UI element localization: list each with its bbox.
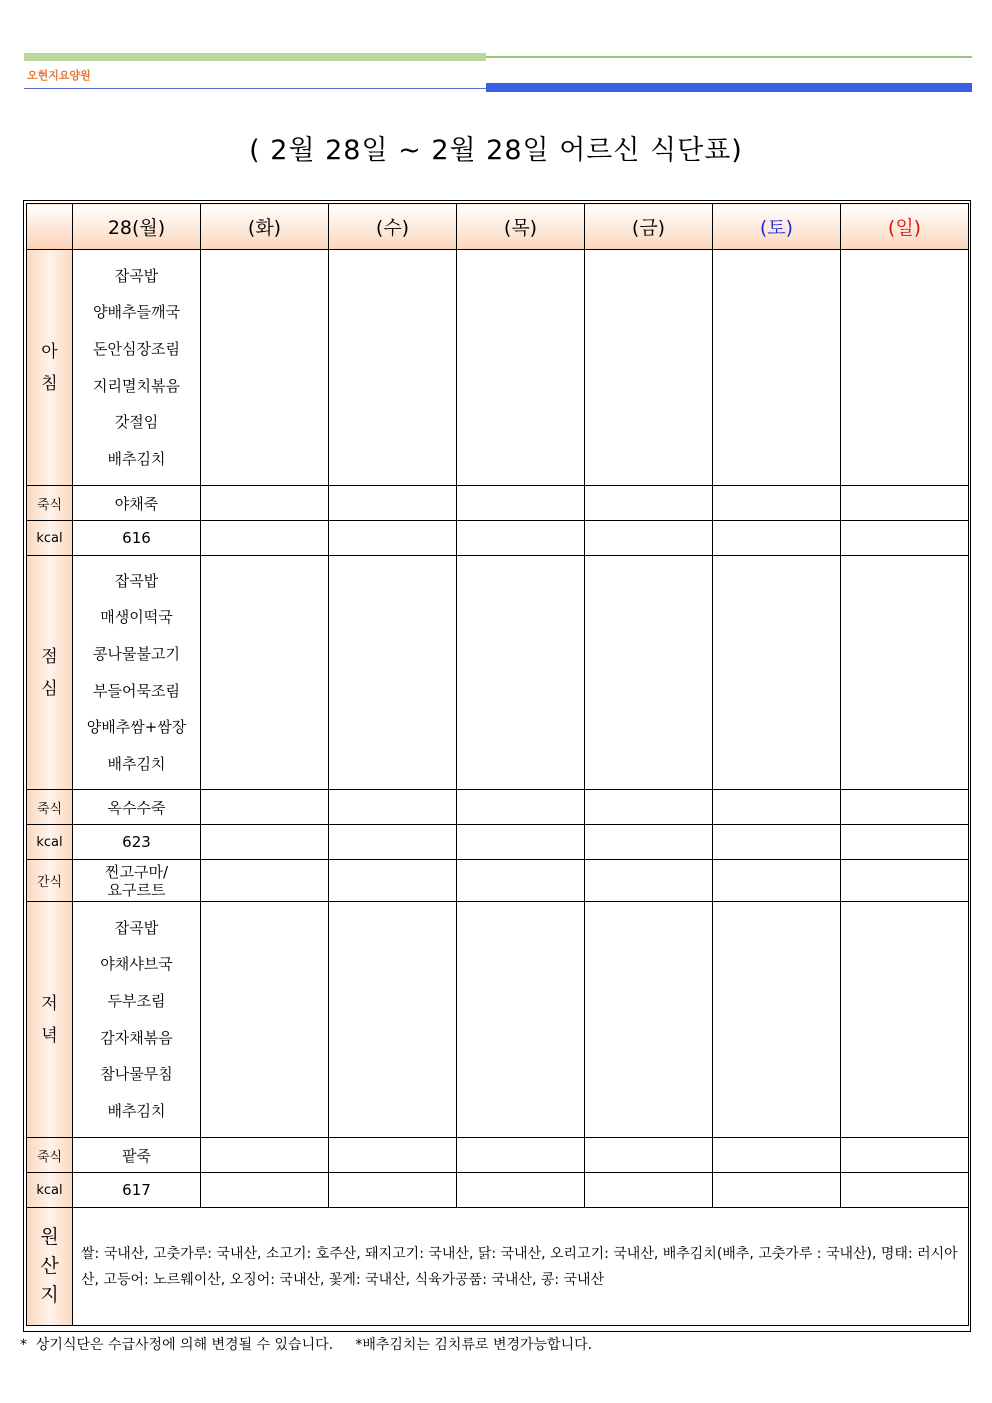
dinner-kcal-row: [27, 1173, 969, 1208]
logo-text: 오현지요양원: [27, 69, 91, 82]
empty-cell: [713, 790, 841, 825]
empty-cell: [841, 521, 969, 556]
breakfast-kcal: 616: [73, 521, 201, 556]
header-green-bar: [24, 53, 486, 61]
empty-cell: [585, 790, 713, 825]
empty-cell: [329, 1173, 457, 1208]
empty-cell: [457, 1138, 585, 1173]
empty-cell: [201, 1138, 329, 1173]
menu-item: 참나물무침: [100, 1065, 173, 1084]
menu-item: 배추김치: [107, 449, 166, 468]
empty-cell: [201, 521, 329, 556]
origin-text: 쌀: 국내산, 고춧가루: 국내산, 소고기: 호주산, 돼지고기: 국내산, 닭: 국내산, 오리고기: 국내산, 배추김치(배추, 고춧가루 : 국내산), 명태: 러시아산, 고등어: 노르웨이산, 오징어: 국내산, 꽃게: 국내산, 식육가공품: 국내산, 콩: 국내산: [73, 1208, 969, 1326]
day-sat: (토): [713, 204, 841, 250]
footnote: * 상기식단은 수급사정에 의해 변경될 수 있습니다. *배추김치는 김치류로 변경가능합니다.: [20, 1337, 593, 1353]
empty-cell: [201, 556, 329, 790]
day-sun: (일): [841, 204, 969, 250]
empty-cell: [329, 825, 457, 860]
breakfast-label: 아 침: [27, 250, 73, 486]
menu-item: 배추김치: [107, 754, 166, 773]
header-thin-line: [486, 56, 972, 58]
empty-cell: [201, 825, 329, 860]
menu-item: 지리멸치볶음: [93, 376, 180, 395]
empty-cell: [457, 521, 585, 556]
menu-item: 두부조림: [107, 991, 166, 1010]
dinner-kcal: 617: [73, 1173, 201, 1208]
menu-item: 돈안심장조림: [93, 339, 180, 358]
breakfast-porridge: 야채죽: [73, 486, 201, 521]
dinner-row: [27, 902, 969, 1138]
menu-item: 양배추들깨국: [93, 303, 180, 322]
empty-cell: [457, 250, 585, 486]
dinner-porridge-row: [27, 1138, 969, 1173]
lunch-porridge-row: [27, 790, 969, 825]
empty-cell: [201, 902, 329, 1138]
menu-item: 양배추쌈+쌈장: [86, 718, 187, 737]
day-header-row: [27, 204, 969, 250]
snack-menu-mon: [73, 860, 201, 902]
empty-cell: [329, 250, 457, 486]
empty-cell: [585, 1138, 713, 1173]
empty-cell: [585, 486, 713, 521]
empty-cell: [713, 825, 841, 860]
day-tue: (화): [201, 204, 329, 250]
empty-cell: [585, 860, 713, 902]
menu-item: 감자채볶음: [100, 1028, 173, 1047]
lunch-kcal: 623: [73, 825, 201, 860]
empty-cell: [329, 486, 457, 521]
day-fri: (금): [585, 204, 713, 250]
empty-cell: [457, 1173, 585, 1208]
lunch-porridge: 옥수수죽: [73, 790, 201, 825]
empty-cell: [841, 902, 969, 1138]
empty-cell: [457, 556, 585, 790]
empty-cell: [457, 790, 585, 825]
dinner-porridge: 팥죽: [73, 1138, 201, 1173]
empty-cell: [713, 556, 841, 790]
snack-label: 간식: [27, 860, 73, 902]
empty-cell: [585, 556, 713, 790]
breakfast-kcal-row: [27, 521, 969, 556]
breakfast-porridge-row: [27, 486, 969, 521]
empty-cell: [841, 790, 969, 825]
dinner-label: 저 녁: [27, 902, 73, 1138]
header-baseline: [24, 88, 486, 89]
empty-cell: [585, 250, 713, 486]
empty-cell: [201, 860, 329, 902]
empty-cell: [329, 790, 457, 825]
lunch-menu-mon: [73, 556, 201, 790]
empty-cell: [713, 250, 841, 486]
empty-cell: [713, 1173, 841, 1208]
empty-cell: [329, 521, 457, 556]
day-thu: (목): [457, 204, 585, 250]
porridge-label: 죽식: [27, 1138, 73, 1173]
menu-table: [26, 203, 969, 1326]
empty-cell: [457, 860, 585, 902]
empty-cell: [329, 860, 457, 902]
page-title: ( 2월 28일 ~ 2월 28일 어르신 식단표): [249, 135, 743, 166]
empty-cell: [457, 486, 585, 521]
porridge-label: 죽식: [27, 790, 73, 825]
empty-cell: [841, 556, 969, 790]
menu-item: 부들어묵조림: [93, 681, 180, 700]
empty-cell: [201, 790, 329, 825]
corner-cell: [27, 204, 73, 250]
empty-cell: [201, 250, 329, 486]
empty-cell: [201, 486, 329, 521]
day-mon: 28(월): [73, 204, 201, 250]
menu-item: 잡곡밥: [114, 918, 159, 937]
breakfast-menu-mon: [73, 250, 201, 486]
day-wed: (수): [329, 204, 457, 250]
origin-label: 원 산 지: [27, 1208, 73, 1326]
empty-cell: [329, 556, 457, 790]
empty-cell: [841, 250, 969, 486]
lunch-row: [27, 556, 969, 790]
empty-cell: [713, 860, 841, 902]
empty-cell: [841, 1173, 969, 1208]
empty-cell: [841, 1138, 969, 1173]
kcal-label: kcal: [27, 825, 73, 860]
empty-cell: [841, 860, 969, 902]
empty-cell: [585, 902, 713, 1138]
empty-cell: [585, 825, 713, 860]
menu-item: 요구르트: [107, 880, 166, 899]
menu-item: 배추김치: [107, 1101, 166, 1120]
menu-item: 잡곡밥: [114, 571, 159, 590]
empty-cell: [841, 825, 969, 860]
empty-cell: [201, 1173, 329, 1208]
menu-item: 매생이떡국: [100, 608, 173, 627]
empty-cell: [585, 1173, 713, 1208]
empty-cell: [841, 486, 969, 521]
kcal-label: kcal: [27, 521, 73, 556]
snack-row: [27, 860, 969, 902]
empty-cell: [329, 1138, 457, 1173]
empty-cell: [585, 521, 713, 556]
lunch-label: 점 심: [27, 556, 73, 790]
lunch-kcal-row: [27, 825, 969, 860]
breakfast-row: [27, 250, 969, 486]
empty-cell: [713, 521, 841, 556]
empty-cell: [713, 1138, 841, 1173]
porridge-label: 죽식: [27, 486, 73, 521]
empty-cell: [457, 902, 585, 1138]
dinner-menu-mon: [73, 902, 201, 1138]
origin-row: [27, 1208, 969, 1326]
header-blue-bar: [486, 83, 972, 92]
empty-cell: [713, 902, 841, 1138]
menu-item: 콩나물불고기: [93, 644, 180, 663]
menu-item: 갓절임: [114, 413, 159, 432]
empty-cell: [329, 902, 457, 1138]
empty-cell: [457, 825, 585, 860]
kcal-label: kcal: [27, 1173, 73, 1208]
empty-cell: [713, 486, 841, 521]
menu-item: 찐고구마/: [104, 862, 168, 881]
menu-item: 잡곡밥: [114, 266, 159, 285]
menu-item: 야채샤브국: [100, 955, 173, 974]
